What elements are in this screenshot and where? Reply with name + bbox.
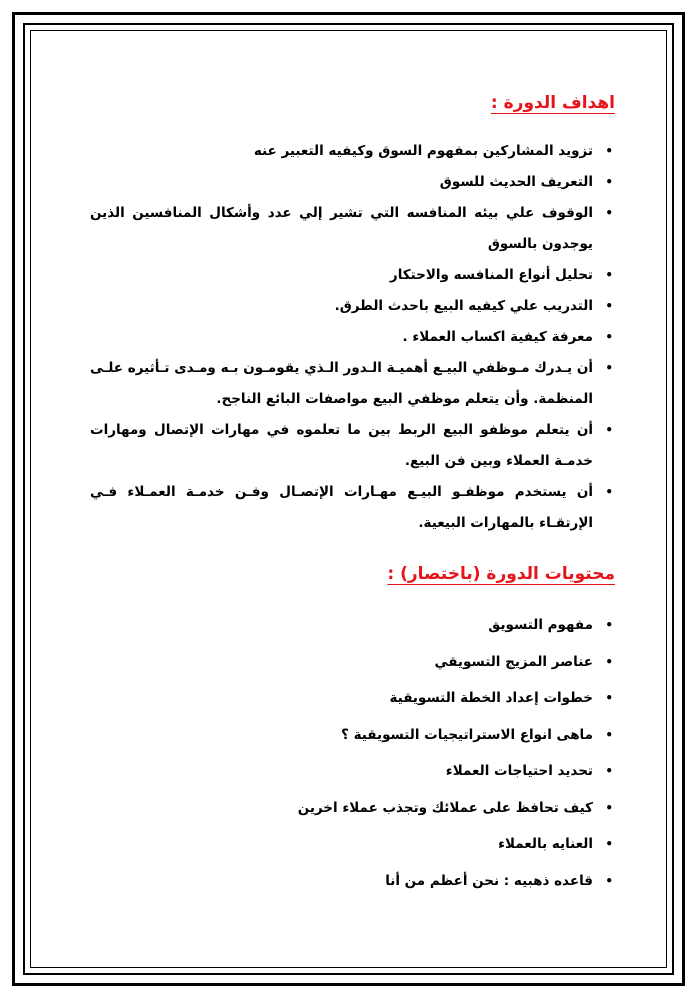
goal-item	[90, 415, 615, 477]
goal-item	[90, 260, 615, 291]
content-item	[90, 717, 615, 754]
goal-text: تحليل أنواع المنافسه والاحتكار	[389, 267, 593, 283]
bullet-icon: •	[605, 873, 613, 888]
content-item	[90, 680, 615, 717]
bullet-icon: •	[605, 618, 613, 632]
goal-text: أن يستخدم موظفـو البيـع مهـارات الإتصـال وفـن خدمـة العمـلاء فـي الإرتقـاء بالمهارات البيعية.	[90, 484, 593, 531]
content-text: كيف تحافظ على عملائك وتجذب عملاء اخرين	[297, 799, 593, 816]
goal-item	[90, 198, 615, 260]
goal-text: التدريب علي كيفيه البيع باحدث الطرق.	[334, 298, 593, 314]
content-item	[90, 607, 615, 644]
goal-item	[90, 322, 615, 353]
bullet-icon: •	[605, 654, 613, 669]
goal-text: الوقوف علي بيئه المنافسه التي تشير إلي عدد وأشكال المنافسين الذين يوجدون بالسوق	[90, 205, 593, 252]
bullet-icon: •	[605, 485, 613, 499]
goal-text: التعريف الحديث للسوق	[439, 174, 593, 190]
goal-item	[90, 136, 615, 167]
bullet-icon: •	[605, 299, 613, 313]
goal-text: أن يـدرك مـوظفي البيـع أهميـة الـدور الـذي يقومـون بـه ومـدى تـأثيره علـى المنظمة. وأن يتعلم موظفي البيع مواصفات البائع الناجح.	[90, 360, 593, 407]
goal-item	[90, 167, 615, 198]
content-text: خطوات إعداد الخطة التسويقية	[389, 690, 593, 706]
content-text: عناصر المزيج التسويقي	[434, 653, 593, 670]
goal-item	[90, 477, 615, 539]
content-item	[90, 644, 615, 681]
course-goals-heading: اهداف الدورة :	[490, 93, 615, 113]
goal-item	[90, 291, 615, 322]
bullet-icon: •	[605, 330, 613, 344]
bullet-icon: •	[605, 268, 613, 282]
bullet-icon: •	[605, 423, 613, 437]
course-contents-heading: محتويات الدورة (باختصار) :	[387, 564, 615, 584]
bullet-icon: •	[605, 361, 613, 375]
content-item	[90, 753, 615, 790]
goal-text: تزويد المشاركين بمفهوم السوق وكيفيه التعبير عنه	[253, 143, 593, 159]
content-text: مفهوم التسويق	[488, 617, 593, 633]
content-text: تحديد احتياجات العملاء	[445, 763, 593, 779]
bullet-icon: •	[605, 837, 613, 851]
goal-text: أن يتعلم موظفو البيع الربط بين ما تعلموه في مهارات الإتصال ومهارات خدمـة العملاء وبين فن البيع.	[90, 422, 593, 469]
bullet-icon: •	[605, 206, 613, 220]
course-contents-list	[90, 607, 615, 899]
content-text: ماهى انواع الاستراتيجيات التسويقية ؟	[341, 726, 593, 743]
goal-text: معرفة كيفية اكساب العملاء .	[402, 329, 593, 345]
bullet-icon: •	[605, 800, 613, 815]
content-text: قاعده ذهبيه : نحن أعظم من أنا	[385, 872, 593, 889]
content-item	[90, 790, 615, 827]
course-goals-list	[90, 136, 615, 539]
content-item	[90, 863, 615, 900]
bullet-icon: •	[605, 144, 613, 158]
bullet-icon: •	[605, 727, 613, 742]
document-content	[90, 88, 615, 899]
goal-item	[90, 353, 615, 415]
content-item	[90, 826, 615, 863]
bullet-icon: •	[605, 175, 613, 189]
bullet-icon: •	[605, 764, 613, 778]
content-text: العنايه بالعملاء	[498, 836, 593, 852]
bullet-icon: •	[605, 691, 613, 705]
